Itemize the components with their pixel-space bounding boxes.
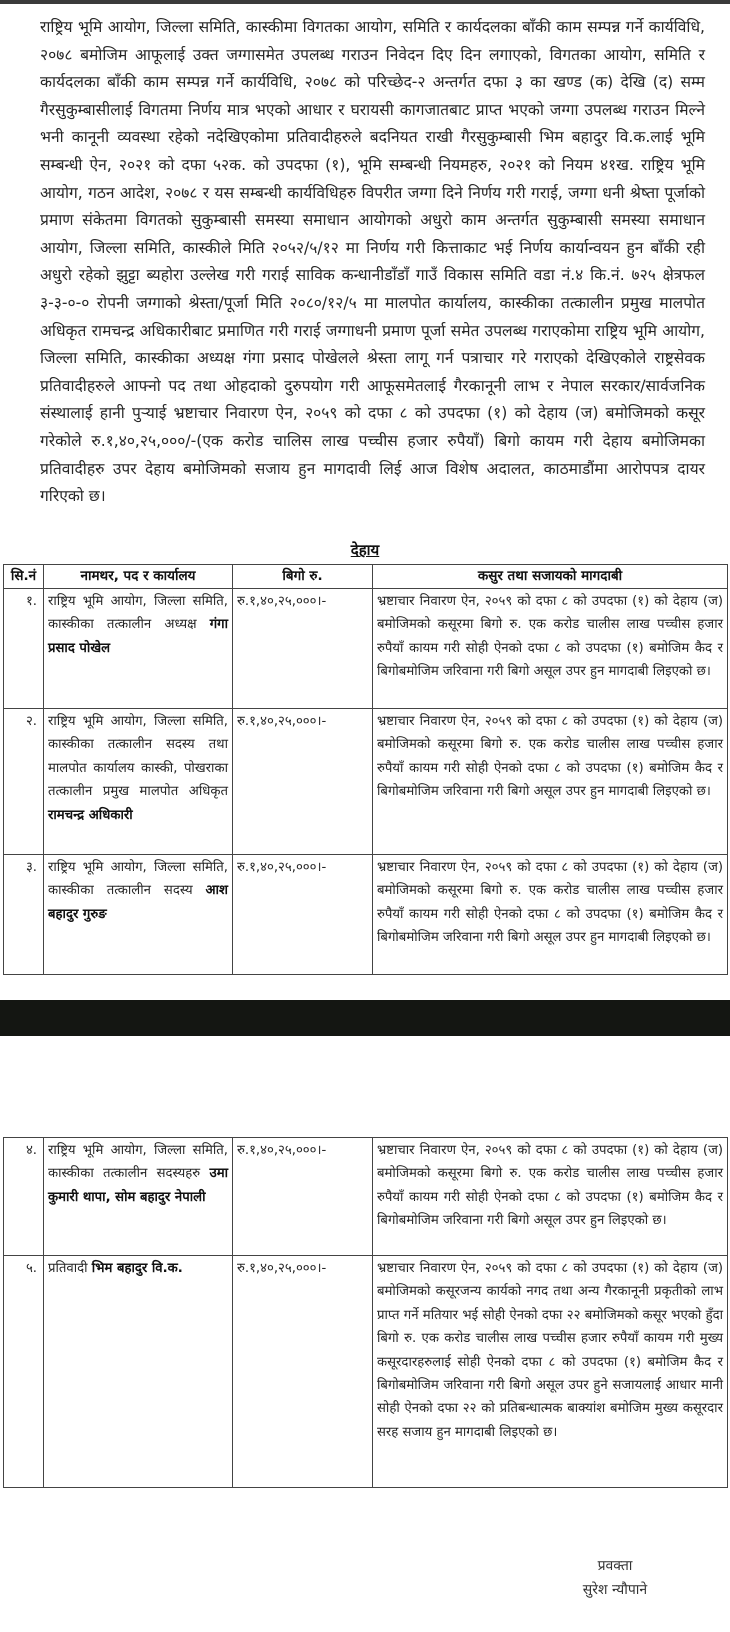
row-amount: रु.१,४०,२५,०००।- [233, 1256, 373, 1488]
row-name-bold: रामचन्द्र अधिकारी [48, 807, 133, 823]
row-name-prefix: राष्ट्रिय भूमि आयोग, जिल्ला समिति, कास्कीका तत्कालीन सदस्य तथा मालपोत कार्यालय कास्की, पोखराका तत्कालीन प्रमुख मालपोत अधिकृत [48, 714, 228, 800]
row-amount: रु.१,४०,२५,०००।- [233, 589, 373, 709]
table-row [4, 709, 728, 855]
table-row [4, 1138, 728, 1256]
signature-name: सुरेश न्यौपाने [582, 1582, 648, 1598]
row-name-bold: भिम बहादुर वि.क. [91, 1261, 183, 1276]
row-claim: भ्रष्टाचार निवारण ऐन, २०५९ को दफा ८ को उपदफा (१) को देहाय (ज) बमोजिमको कसूरमा बिगो रु. एक करोड चालीस लाख पच्चीस हजार रुपैयाँ कायम गरी सोही ऐनको दफा ८ को उपदफा (१) बमोजिम कैद र बिगोबमोजिम जरिवाना गरी बिगो असूल उपर हुन मागदाबी लिइएको छ। [373, 855, 728, 975]
row-name-bold: आश बहादुर गुरुङ [48, 883, 228, 922]
row-name-prefix: राष्ट्रिय भूमि आयोग, जिल्ला समिति, कास्कीका तत्कालीन सदस्य [48, 860, 228, 899]
row-name-prefix: राष्ट्रिय भूमि आयोग, जिल्ला समिति, कास्कीका तत्कालीन अध्यक्ष [48, 594, 228, 633]
row-claim: भ्रष्टाचार निवारण ऐन, २०५९ को दफा ८ को उपदफा (१) को देहाय (ज) बमोजिमको कसूरमा बिगो रु. एक करोड चालीस लाख पच्चीस हजार रुपैयाँ कायम गरी सोही ऐनको दफा ८ को उपदफा (१) बमोजिम कैद र बिगोबमोजिम जरिवाना गरी बिगो असूल उपर हुन लिइएको छ। [373, 1138, 728, 1256]
row-name-prefix: राष्ट्रिय भूमि आयोग, जिल्ला समिति, कास्कीका तत्कालीन सदस्यहरु [48, 1143, 228, 1182]
table-row [4, 1256, 728, 1488]
defendants-table-part-2 [3, 1137, 728, 1488]
page-break-bar [0, 1000, 730, 1036]
top-edge-bar [0, 0, 730, 4]
table-row [4, 855, 728, 975]
row-claim: भ्रष्टाचार निवारण ऐन, २०५९ को दफा ८ को उपदफा (१) को देहाय (ज) बमोजिमको कसूरमा बिगो रु. एक करोड चालीस लाख पच्चीस हजार रुपैयाँ कायम गरी सोही ऐनको दफा ८ को उपदफा (१) बमोजिम कैद र बिगोबमोजिम जरिवाना गरी बिगो असूल उपर हुन मागदाबी लिइएको छ। [373, 709, 728, 855]
row-name-prefix: प्रतिवादी [48, 1261, 92, 1276]
header-claim: कसुर तथा सजायको मागदाबी [373, 565, 728, 589]
header-name: नामथर, पद र कार्यालय [44, 565, 233, 589]
row-name [44, 709, 233, 855]
row-amount: रु.१,४०,२५,०००।- [233, 1138, 373, 1256]
row-serial: ५. [4, 1256, 44, 1488]
defendants-table-part-1 [3, 564, 728, 975]
header-amount: बिगो रु. [233, 565, 373, 589]
section-heading: देहाय [350, 541, 380, 559]
body-paragraph: राष्ट्रिय भूमि आयोग, जिल्ला समिति, कास्कीमा विगतका आयोग, समिति र कार्यदलका बाँकी काम सम्पन्न गर्ने कार्यविधि, २०७८ बमोजिम आफूलाई उक्त जग्गासमेत उपलब्ध गराउन निवेदन दिए दिन लगाएको, विगतका आयोग, समिति र कार्यदलका बाँकी काम सम्पन्न गर्ने कार्यविधि, २०७८ को परिच्छेद-२ अन्तर्गत दफा ३ का खण्ड (क) देखि (द) सम्म गैरसुकुम्बासीलाई विगतमा निर्णय मात्र भएको आधार र घरायसी कागजातबाट प्राप्त भएको जग्गा उपलब्ध गराउन मिल्ने भनी कानूनी व्यवस्था रहेको नदेखिएकोमा प्रतिवादीहरुले बदनियत राखी गैरसुकुम्बासी भिम बहादुर वि.क.लाई भूमि सम्बन्धी ऐन, २०२१ को दफा ५२क. को उपदफा (१), भूमि सम्बन्धी नियमहरु, २०२१ को नियम ४१ख. राष्ट्रिय भूमि आयोग, गठन आदेश, २०७८ र यस सम्बन्धी कार्यविधिहरु विपरीत जग्गा दिने निर्णय गरी गराई, जग्गा धनी श्रेष्ता पूर्जाको प्रमाण संकेतमा विगतको सुकुम्बासी समस्या समाधान आयोगको अधुरो काम अन्तर्गत सुकुम्बासी समस्या समाधान आयोग, जिल्ला समिति, कास्कीले मिति २०५२/५/१२ मा निर्णय गरी कित्ताकाट भई निर्णय कार्यान्वयन हुन बाँकी रही अधुरो रहेको झुट्टा ब्यहोरा उल्लेख गरी गराई साविक कन्धानीडाँडाँ गाउँ विकास समिति वडा नं.४ कि.नं. ७२५ क्षेत्रफल ३-३-०-० रोपनी जग्गाको श्रेस्ता/पूर्जा मिति २०८०/१२/५ मा मालपोत कार्यालय, कास्कीका तत्कालीन प्रमुख मालपोत अधिकृत रामचन्द्र अधिकारीबाट प्रमाणित गरी गराई जग्गाधनी प्रमाण पूर्जा समेत उपलब्ध गराएकोमा राष्ट्रिय भूमि आयोग, जिल्ला समिति, कास्कीका अध्यक्ष गंगा प्रसाद पोखेलले श्रेस्ता लागू गर्न पत्राचार गरे गराएको देखिएकोले राष्ट्रसेवक प्रतिवादीहरुले आफ्नो पद तथा ओहदाको दुरुपयोग गरी आफूसमेतलाई गैरकानूनी लाभ र नेपाल सरकार/सार्वजनिक संस्थालाई हानी पुऱ्याई भ्रष्टाचार निवारण ऐन, २०५९ को दफा ८ को उपदफा (१) को देहाय (ज) बमोजिमको कसूर गरेकोले रु.१,४०,२५,०००/-(एक करोड चालिस लाख पच्चीस हजार रुपैयाँ) बिगो कायम गरी देहाय बमोजिमका प्रतिवादीहरु उपर देहाय बमोजिमको सजाय हुन मागदावी लिई आज विशेष अदालत, काठमाडौंमा आरोपपत्र दायर गरिएको छ। [40, 18, 705, 506]
row-name-bold: उमा कुमारी थापा, सोम बहादुर नेपाली [48, 1166, 228, 1205]
row-serial: २. [4, 709, 44, 855]
row-amount: रु.१,४०,२५,०००।- [233, 709, 373, 855]
row-claim: भ्रष्टाचार निवारण ऐन, २०५९ को दफा ८ को उपदफा (१) को देहाय (ज) बमोजिमको कसूरजन्य कार्यको नगद तथा अन्य गैरकानूनी प्रकृतीको लाभ प्राप्त गर्ने मतियार भई सोही ऐनको दफा २२ बमोजिमको कसूर भएको हुँदा बिगो रु. एक करोड चालीस लाख पच्चीस हजार रुपैयाँ कायम गरी मुख्य कसूरदारहरुलाई सोही ऐनको दफा ८ को उपदफा (१) बमोजिम कैद र बिगोबमोजिम जरिवाना गरी बिगो असूल उपर हुने सजायलाई आधार मानी सोही ऐनको दफा २२ को प्रतिबन्धात्मक बाक्यांश बमोजिम मुख्य कसूरदार सरह सजाय हुन मागदाबी लिइएको छ। [373, 1256, 728, 1488]
table-header-row [4, 565, 728, 589]
row-claim: भ्रष्टाचार निवारण ऐन, २०५९ को दफा ८ को उपदफा (१) को देहाय (ज) बमोजिमको कसूरमा बिगो रु. एक करोड चालीस लाख पच्चीस हजार रुपैयाँ कायम गरी सोही ऐनको दफा ८ को उपदफा (१) बमोजिम कैद र बिगोबमोजिम जरिवाना गरी बिगो असूल उपर हुन मागदाबी लिइएको छ। [373, 589, 728, 709]
row-name-bold: गंगा प्रसाद पोखेल [48, 617, 228, 656]
row-name [44, 1138, 233, 1256]
signature-title: प्रवक्ता [597, 1558, 633, 1574]
header-serial: सि.नं [4, 565, 44, 589]
row-serial: ४. [4, 1138, 44, 1256]
row-name [44, 1256, 233, 1488]
row-serial: १. [4, 589, 44, 709]
table-row [4, 589, 728, 709]
row-name [44, 589, 233, 709]
row-name [44, 855, 233, 975]
row-serial: ३. [4, 855, 44, 975]
row-amount: रु.१,४०,२५,०००।- [233, 855, 373, 975]
